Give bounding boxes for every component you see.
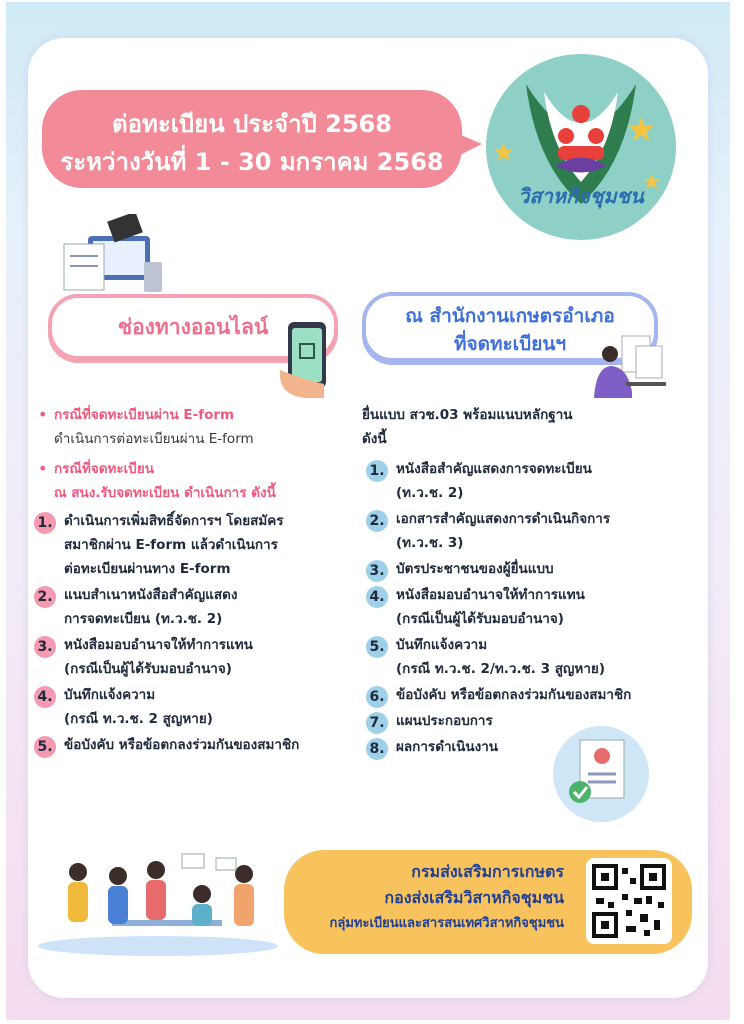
header-title: ต่อทะเบียน ประจำปี 2568 <box>112 110 392 138</box>
bullet-icon: • <box>38 459 48 478</box>
logo-text: วิสาหกิจชุมชน <box>518 184 644 208</box>
office-item-line: บันทึกแจ้งความ <box>396 637 488 653</box>
star-icon: ★ <box>492 138 516 168</box>
office-item-line: หนังสือมอบอำนาจให้ทำการแทน <box>396 587 585 603</box>
office-item-line: ผลการดำเนินงาน <box>396 739 499 755</box>
office-item-number: 1. <box>366 460 388 482</box>
online-case2-title: กรณีที่จดทะเบียน <box>54 461 154 477</box>
online-item-line: บันทึกแจ้งความ <box>64 687 156 703</box>
bullet-icon: • <box>38 405 48 424</box>
office-item-line: หนังสือสำคัญแสดงการจดทะเบียน <box>396 461 592 477</box>
office-item-number: 4. <box>366 586 388 608</box>
online-item-line: (กรณี ท.ว.ช. 2 สูญหาย) <box>64 711 213 727</box>
office-item-line: (กรณี ท.ว.ช. 2/ท.ว.ช. 3 สูญหาย) <box>396 661 605 677</box>
star-icon: ★ <box>642 170 662 195</box>
office-item-number: 3. <box>366 560 388 582</box>
online-case1-title: กรณีที่จดทะเบียนผ่าน E-form <box>54 407 235 423</box>
office-item-line: (กรณีเป็นผู้ได้รับมอบอำนาจ) <box>396 611 564 627</box>
star-icon: ★ <box>626 110 657 150</box>
online-item-number: 2. <box>34 586 56 608</box>
district-office-title-line2: ที่จดทะเบียนฯ <box>453 333 567 355</box>
office-item-line: บัตรประชาชนของผู้ยื่นแบบ <box>396 561 554 577</box>
office-item-number: 7. <box>366 712 388 734</box>
header-date-range: ระหว่างวันที่ 1 - 30 มกราคม 2568 <box>60 148 444 176</box>
footer-department: กรมส่งเสริมการเกษตร <box>411 862 564 881</box>
online-case1-desc: ดำเนินการต่อทะเบียนผ่าน E-form <box>54 431 254 447</box>
online-item-number: 5. <box>34 736 56 758</box>
online-case2-desc: ณ สนง.รับจดทะเบียน ดำเนินการ ดังนี้ <box>54 485 276 501</box>
header-bubble <box>42 90 462 188</box>
district-office-title-line1: ณ สำนักงานเกษตรอำเภอ <box>405 305 615 327</box>
team-meeting-icon <box>32 850 284 958</box>
office-item-line: ข้อบังคับ หรือข้อตกลงร่วมกันของสมาชิก <box>396 687 632 703</box>
online-item-line: ข้อบังคับ หรือข้อตกลงร่วมกันของสมาชิก <box>64 737 300 753</box>
office-item-line: (ท.ว.ช. 2) <box>396 485 464 501</box>
qr-code[interactable] <box>586 858 672 944</box>
online-item-line: สมาชิกผ่าน E-form แล้วดำเนินการ <box>64 537 278 553</box>
documents-laptop-icon <box>58 214 168 300</box>
online-item-line: ต่อทะเบียนผ่านทาง E-form <box>64 561 231 577</box>
profile-document-icon <box>546 724 656 824</box>
office-intro: ยื่นแบบ สวช.03 พร้อมแนบหลักฐาน <box>362 407 573 423</box>
office-item-number: 2. <box>366 510 388 532</box>
online-item-number: 1. <box>34 512 56 534</box>
footer-group: กลุ่มทะเบียนและสารสนเทศวิสาหกิจชุมชน <box>329 916 564 931</box>
online-item-line: การจดทะเบียน (ท.ว.ช. 2) <box>64 611 223 627</box>
qr-code-icon <box>586 858 672 944</box>
online-item-number: 3. <box>34 636 56 658</box>
online-item-line: หนังสือมอบอำนาจให้ทำการแทน <box>64 637 253 653</box>
office-item-number: 8. <box>366 738 388 760</box>
office-item-number: 6. <box>366 686 388 708</box>
office-item-number: 5. <box>366 636 388 658</box>
office-worker-icon <box>586 332 672 402</box>
poster <box>6 2 730 1020</box>
online-item-line: แนบสำเนาหนังสือสำคัญแสดง <box>64 587 238 603</box>
online-item-number: 4. <box>34 686 56 708</box>
office-item-line: เอกสารสำคัญแสดงการดำเนินกิจการ <box>396 511 611 527</box>
online-item-line: ดำเนินการเพิ่มสิทธิ์จัดการฯ โดยสมัคร <box>64 513 284 529</box>
online-item-line: (กรณีเป็นผู้ได้รับมอบอำนาจ) <box>64 661 232 677</box>
office-item-line: แผนประกอบการ <box>396 713 493 729</box>
office-item-line: (ท.ว.ช. 3) <box>396 535 464 551</box>
phone-qr-icon <box>278 320 340 400</box>
office-intro: ดังนี้ <box>362 431 387 447</box>
online-channel-title: ช่องทางออนไลน์ <box>48 294 338 360</box>
footer-division: กองส่งเสริมวิสาหกิจชุมชน <box>384 888 564 907</box>
